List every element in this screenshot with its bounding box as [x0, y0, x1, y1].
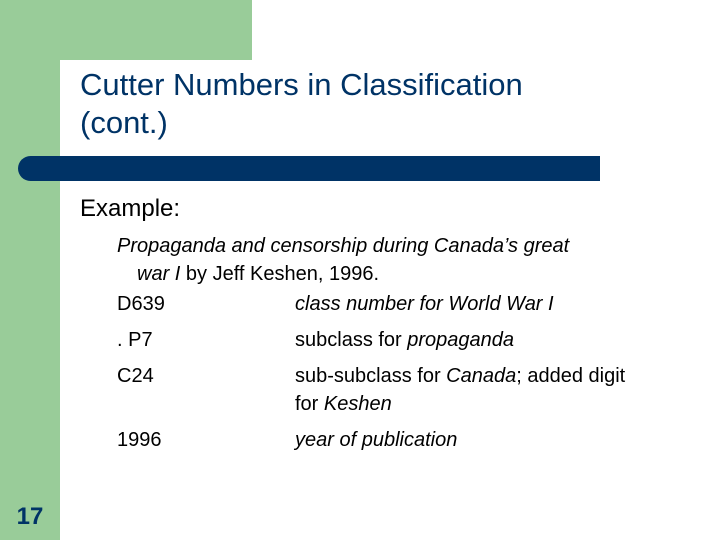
slide-title-line-1: Cutter Numbers in Classification — [80, 67, 523, 102]
slide-title-line-2: (cont.) — [80, 105, 168, 140]
cutter-description — [295, 362, 715, 418]
top-green-band — [60, 0, 252, 60]
description-part: Keshen — [323, 393, 392, 415]
description-part: year of publication — [295, 429, 458, 451]
description-part: sub-subclass for — [295, 365, 447, 387]
description-part: ; added digit — [516, 365, 626, 387]
cutter-description — [295, 290, 715, 318]
example-label: Example: — [80, 195, 181, 222]
citation-title-line-1: Propaganda and censorship during Canada’s great — [117, 235, 570, 257]
slide-number: 17 — [16, 503, 44, 530]
citation-title-line-2: war I — [137, 263, 181, 285]
left-green-band — [0, 0, 60, 540]
description-part: for — [295, 393, 324, 415]
cutter-code: D639 — [117, 293, 165, 315]
cutter-code: . P7 — [117, 329, 153, 351]
citation-line-2 — [117, 260, 677, 288]
title-divider-bar — [18, 156, 600, 181]
cutter-description — [295, 326, 715, 354]
description-part: subclass for — [295, 329, 408, 351]
citation-author-year: by Jeff Keshen, 1996. — [180, 263, 380, 285]
cutter-description — [295, 426, 715, 454]
cutter-code: 1996 — [117, 429, 162, 451]
slide-title — [80, 66, 680, 142]
description-part: Canada — [446, 365, 517, 387]
cutter-code: C24 — [117, 365, 154, 387]
book-citation — [117, 232, 677, 288]
description-part: class number for World War I — [295, 293, 554, 315]
description-part: propaganda — [407, 329, 515, 351]
